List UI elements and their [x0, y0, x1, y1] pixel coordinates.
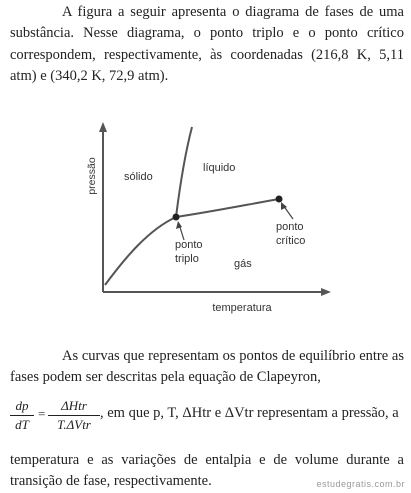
vaporization-curve: [176, 199, 279, 217]
y-axis-label: pressão: [86, 157, 98, 195]
region-gas-label: gás: [234, 258, 252, 270]
rhs-denominator: T.ΔVtr: [57, 417, 91, 432]
x-axis-arrow: [321, 288, 331, 296]
region-solid-label: sólido: [124, 171, 153, 183]
equation-description: , em que p, T, ΔHtr e ΔVtr representam a pressão, a: [100, 405, 399, 421]
critical-point-label-line2: crítico: [276, 235, 306, 247]
closing-text: temperatura e as variações de entalpia e de volume durante a transição de fase, respectivamente.: [10, 452, 404, 490]
region-liquid-label: líquido: [203, 162, 236, 174]
y-axis-arrow: [99, 122, 107, 132]
critical-point-marker: [276, 196, 283, 203]
watermark: estudegratis.com.br: [316, 479, 405, 489]
x-axis-label: temperatura: [212, 302, 272, 314]
clapeyron-equation: [10, 396, 404, 444]
lhs-denominator: dT: [15, 417, 29, 432]
sublimation-curve: [105, 217, 176, 285]
equals-sign: =: [38, 406, 46, 421]
body-text: As curvas que representam os pontos de equilíbrio entre as fases podem ser descritas pela equação de Clapeyron,: [10, 348, 404, 386]
rhs-numerator: ΔHtr: [61, 398, 87, 413]
triple-point-label-line1: ponto: [175, 239, 203, 251]
lhs-numerator: dp: [15, 398, 29, 413]
triple-point-label-line2: triplo: [175, 253, 199, 265]
rhs-fraction: [48, 398, 100, 433]
lhs-fraction: [10, 398, 34, 433]
body-paragraph: [10, 346, 404, 389]
fusion-curve: [176, 127, 192, 217]
critical-point-label-line1: ponto: [276, 221, 304, 233]
intro-text: A figura a seguir apresenta o diagrama de fases de uma substância. Nesse diagrama, o ponto triplo e o ponto crítico correspondem, respectivamente, às coordenadas (216,8 K, 5,11 atm) e (340,2 K, 72,9 atm).: [10, 4, 404, 84]
triple-point-pointer-head: [176, 221, 182, 229]
triple-point-marker: [173, 214, 180, 221]
